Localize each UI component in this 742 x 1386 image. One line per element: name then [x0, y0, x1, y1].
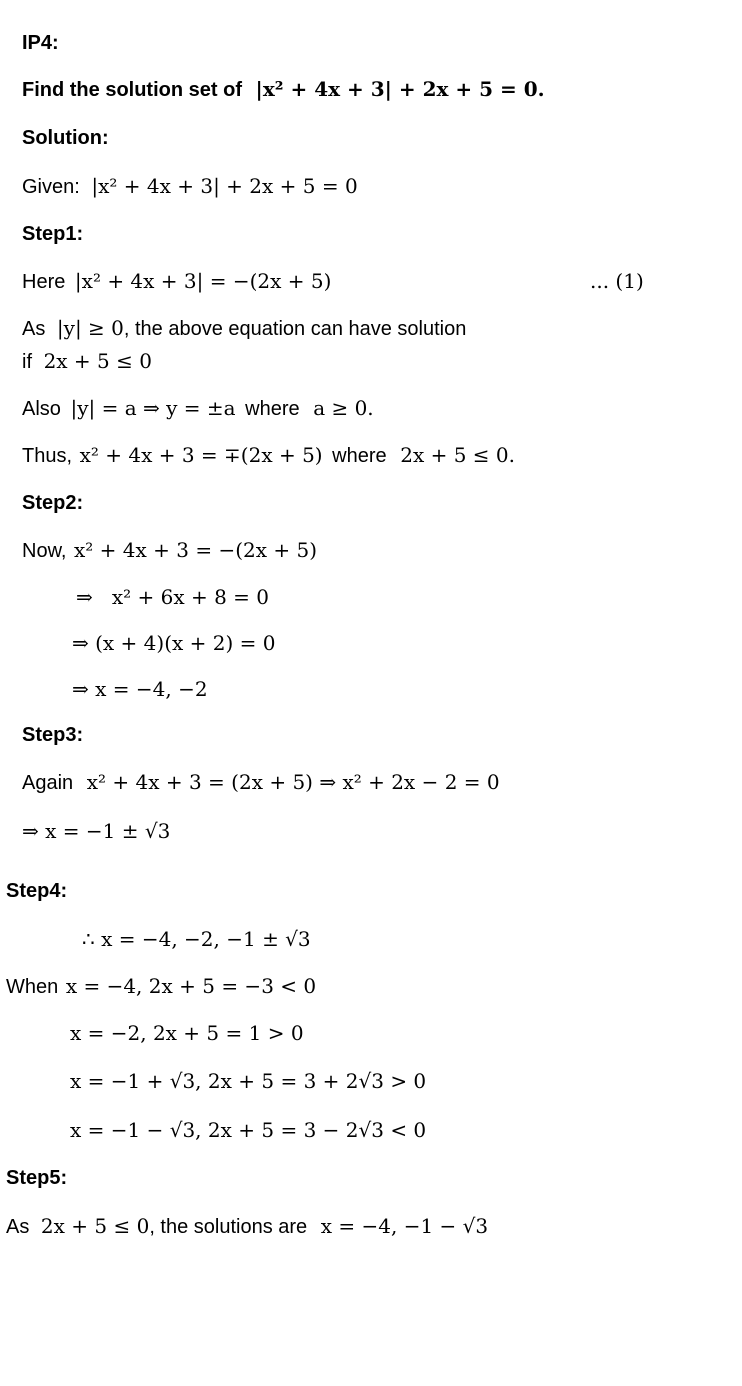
step2-line1: ⇒ x² + 6x + 8 = 0 — [76, 585, 269, 609]
step1-also-equation: |y| = a ⇒ y = ±a — [70, 396, 236, 420]
step3-again-line — [22, 769, 500, 796]
problem-statement — [22, 76, 545, 103]
equation-reference: ... (1) — [590, 269, 644, 293]
step1-also-label: Also — [22, 398, 61, 420]
step4-check1: x = −4, 2x + 5 = −3 < 0 — [65, 974, 317, 998]
given-line — [22, 173, 358, 200]
step1-thus-condition: 2x + 5 ≤ 0. — [400, 443, 515, 467]
solution-heading: Solution: — [22, 127, 109, 149]
problem-id: IP4: — [22, 32, 59, 54]
problem-prompt: Find the solution set of — [22, 79, 242, 101]
step1-if-line — [22, 348, 152, 375]
given-equation: |x² + 4x + 3| + 2x + 5 = 0 — [91, 174, 358, 198]
step2-heading: Step2: — [22, 492, 84, 514]
step5-text: , the solutions are — [149, 1216, 308, 1238]
step1-as-line — [22, 315, 466, 342]
step1-where-label: where — [245, 398, 300, 420]
step5-answer: x = −4, −1 − √3 — [320, 1214, 489, 1238]
step4-check2: x = −2, 2x + 5 = 1 > 0 — [70, 1021, 304, 1045]
step1-if-label: if — [22, 351, 32, 373]
step1-as-text: , the above equation can have solution — [123, 318, 467, 340]
step3-again-equation: x² + 4x + 3 = (2x + 5) ⇒ x² + 2x − 2 = 0 — [86, 770, 500, 794]
step2-now-equation: x² + 4x + 3 = −(2x + 5) — [74, 538, 318, 562]
step5-line — [6, 1213, 488, 1240]
step1-where-condition: a ≥ 0. — [313, 396, 374, 420]
step4-therefore: ∴ x = −4, −2, −1 ± √3 — [82, 927, 311, 951]
step1-also-line — [22, 395, 374, 422]
step2-now-label: Now, — [22, 540, 67, 562]
step1-here-line — [22, 268, 331, 295]
step1-thus-where: where — [332, 445, 387, 467]
given-label: Given: — [22, 176, 80, 198]
step3-heading: Step3: — [22, 724, 84, 746]
step1-here-label: Here — [22, 271, 66, 293]
step1-thus-equation: x² + 4x + 3 = ∓(2x + 5) — [79, 443, 323, 467]
step4-when-label: When — [6, 976, 59, 998]
step1-as-condition: |y| ≥ 0 — [56, 316, 124, 340]
problem-equation: |x² + 4x + 3| + 2x + 5 = 0. — [255, 77, 545, 101]
step1-thus-line — [22, 442, 515, 469]
step1-here-equation: |x² + 4x + 3| = −(2x + 5) — [74, 269, 332, 293]
step1-heading: Step1: — [22, 223, 84, 245]
step1-if-condition: 2x + 5 ≤ 0 — [43, 349, 152, 373]
step2-line2: ⇒ (x + 4)(x + 2) = 0 — [72, 631, 276, 655]
step4-heading: Step4: — [6, 880, 68, 902]
step1-thus-label: Thus, — [22, 445, 73, 467]
step4-when-line — [6, 973, 316, 1000]
step3-again-label: Again — [22, 772, 74, 794]
step5-heading: Step5: — [6, 1167, 68, 1189]
step3-result: ⇒ x = −1 ± √3 — [22, 819, 171, 843]
step2-line3: ⇒ x = −4, −2 — [72, 677, 208, 701]
step4-check3: x = −1 + √3, 2x + 5 = 3 + 2√3 > 0 — [70, 1069, 427, 1093]
step1-as-label: As — [22, 318, 46, 340]
step2-now-line — [22, 537, 317, 564]
step4-check4: x = −1 − √3, 2x + 5 = 3 − 2√3 < 0 — [70, 1118, 427, 1142]
step5-condition: 2x + 5 ≤ 0 — [40, 1214, 150, 1238]
step5-as-label: As — [6, 1216, 30, 1238]
